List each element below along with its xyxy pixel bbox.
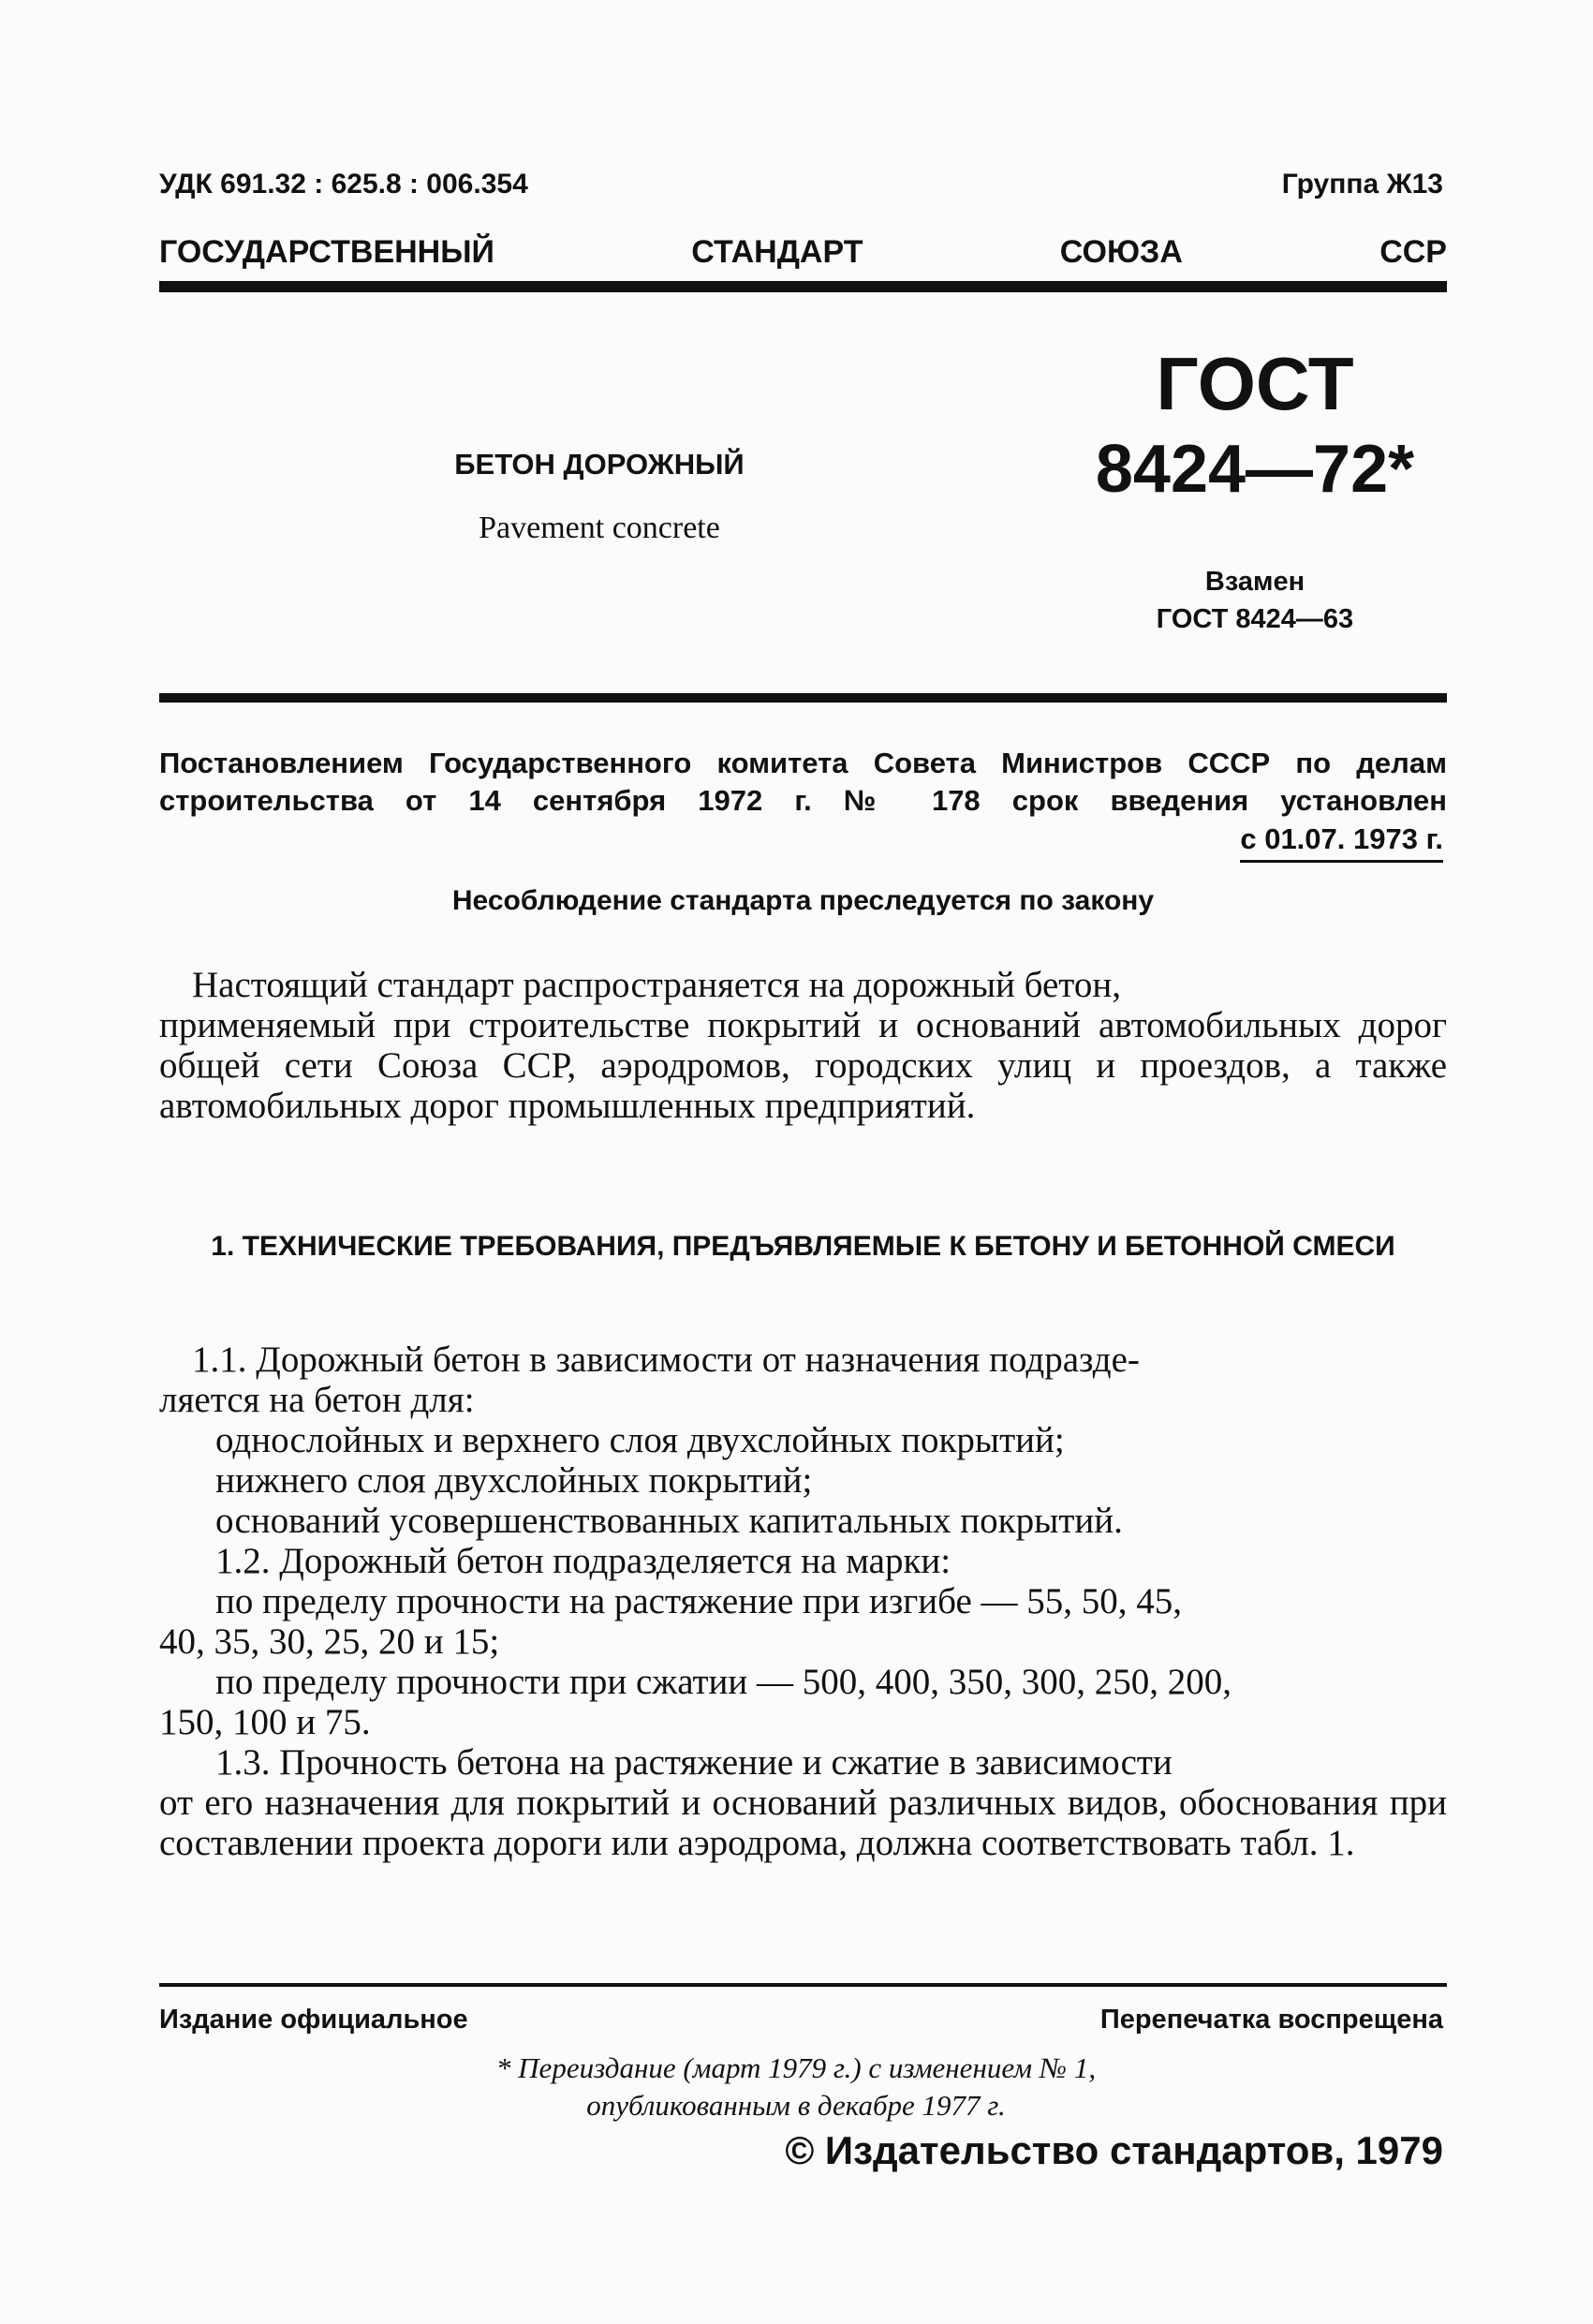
clause-1-1: 1.1. Дорожный бетон в зависимости от назначения подразде- <box>192 1340 1140 1380</box>
udc-code: УДК 691.32 : 625.8 : 006.354 <box>159 169 528 200</box>
banner-word-2: СТАНДАРТ <box>691 234 863 270</box>
document-title-en: Pavement concrete <box>479 511 720 545</box>
official-edition: Издание официальное <box>159 2005 468 2035</box>
legal-warning: Несоблюдение стандарта преследуется по закону <box>451 885 1155 916</box>
intro-paragraph: применяемый при строительстве покрытий и оснований автомобильных дорог общей сети Союза ССР, аэродромов, городских улиц и проездов, а также автомобильных дорог промышленных предприятий. <box>159 1005 1447 1126</box>
clause-1-3-cont: от его назначения для покрытий и оснований различных видов, обоснования при составлении проекта дороги или аэродрома, должна соответствовать табл. 1. <box>159 1783 1447 1863</box>
reprint-prohibited: Перепечатка воспрещена <box>1099 2005 1443 2035</box>
section-heading: 1. ТЕХНИЧЕСКИЕ ТРЕБОВАНИЯ, ПРЕДЪЯВЛЯЕМЫЕ К БЕТОНУ И БЕТОННОЙ СМЕСИ <box>211 1231 1395 1262</box>
gost-number: 8424—72* <box>1095 432 1415 507</box>
list-item: нижнего слоя двухслойных покрытий; <box>215 1460 813 1501</box>
gost-label: ГОСТ <box>1156 342 1354 425</box>
list-item: однослойных и верхнего слоя двухслойных покрытий; <box>215 1420 1065 1460</box>
intro-first-line: Настоящий стандарт распространяется на дорожный бетон, <box>192 965 1121 1005</box>
state-standard-banner <box>159 234 1447 271</box>
clause-1-1-cont: ляется на бетон для: <box>159 1380 475 1420</box>
top-rule <box>159 281 1447 292</box>
banner-word-1: ГОСУДАРСТВЕННЫЙ <box>159 234 494 270</box>
bottom-rule <box>159 1983 1447 1987</box>
middle-rule <box>159 693 1447 703</box>
list-item: оснований усовершенствованных капитальных покрытий. <box>215 1501 1123 1541</box>
decree-text: Постановлением Государственного комитета Совета Министров СССР по делам строительства от 14 сентября 1972 г. № 178 срок введения установлен <box>159 747 1447 817</box>
group-code: Группа Ж13 <box>1281 169 1443 200</box>
reissue-note: * Переиздание (март 1979 г.) с изменением № 1, опубликованным в декабре 1977 г. <box>495 2051 1097 2122</box>
banner-word-4: ССР <box>1379 234 1447 270</box>
banner-word-3: СОЮЗА <box>1059 234 1183 270</box>
decree-effective-date: с 01.07. 1973 г. <box>1240 822 1443 863</box>
clause-1-2-compressive-cont: 150, 100 и 75. <box>159 1702 371 1742</box>
clause-1-2: 1.2. Дорожный бетон подразделяется на марки: <box>215 1541 951 1581</box>
clause-1-2-compressive: по пределу прочности при сжатии — 500, 400, 350, 300, 250, 200, <box>215 1662 1232 1702</box>
replaces-label: Взамен <box>1204 567 1305 597</box>
replaces-standard: ГОСТ 8424—63 <box>1156 604 1354 634</box>
document-title-ru: БЕТОН ДОРОЖНЫЙ <box>454 448 745 481</box>
copyright: © Издательство стандартов, 1979 <box>785 2128 1443 2172</box>
clause-1-3: 1.3. Прочность бетона на растяжение и сжатие в зависимости <box>215 1742 1173 1783</box>
clause-1-2-tensile: по пределу прочности на растяжение при изгибе — 55, 50, 45, <box>215 1581 1183 1621</box>
clause-1-2-tensile-cont: 40, 35, 30, 25, 20 и 15; <box>159 1621 500 1662</box>
